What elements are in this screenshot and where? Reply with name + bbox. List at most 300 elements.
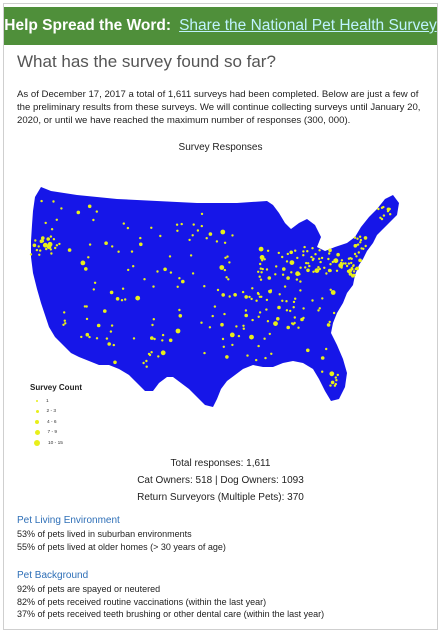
background-list xyxy=(17,583,324,621)
response-dot xyxy=(176,230,178,232)
response-dot xyxy=(117,251,119,253)
response-dot xyxy=(176,329,181,334)
response-dot xyxy=(318,258,320,260)
response-dot xyxy=(224,269,226,271)
response-dot xyxy=(267,250,269,252)
response-dot xyxy=(111,324,113,326)
response-dot xyxy=(353,270,355,272)
response-dot xyxy=(265,308,267,310)
response-dot xyxy=(150,227,152,229)
response-dot xyxy=(217,289,219,291)
response-dot xyxy=(238,335,240,337)
response-dot xyxy=(200,322,202,324)
response-dot xyxy=(209,232,213,236)
response-dot xyxy=(231,344,233,346)
response-dot xyxy=(328,252,330,254)
response-dot xyxy=(231,234,233,236)
response-dot xyxy=(122,288,124,290)
response-dot xyxy=(250,298,252,300)
response-dot xyxy=(359,236,361,238)
response-dot xyxy=(132,265,134,267)
intro-paragraph: As of December 17, 2017 a total of 1,611 surveys had been completed. Below are just a few of the preliminary results from these surveys. We will continue collecting surveys until January 20, 2020, or until we have reached the maximum number of responses (300, 000). xyxy=(17,89,421,126)
response-dot xyxy=(64,320,66,322)
response-dot xyxy=(325,272,327,274)
response-dot xyxy=(224,242,226,244)
response-dot xyxy=(328,249,332,253)
response-dot xyxy=(150,336,154,340)
response-dot xyxy=(270,353,272,355)
response-dot xyxy=(233,293,237,297)
response-dot xyxy=(179,314,183,318)
response-dot xyxy=(103,309,107,313)
response-dot xyxy=(159,235,161,237)
response-dot xyxy=(358,260,360,262)
response-dot xyxy=(151,324,153,326)
response-dot xyxy=(262,268,264,270)
stat-returning: Return Surveyors (Multiple Pets): 370 xyxy=(137,492,304,503)
response-dot xyxy=(335,379,337,381)
response-dot xyxy=(219,265,224,270)
response-dot xyxy=(131,250,133,252)
response-dot xyxy=(163,268,167,272)
response-dot xyxy=(81,261,86,266)
response-dot xyxy=(93,288,95,290)
response-dot xyxy=(54,247,56,249)
response-dot xyxy=(50,235,52,237)
response-dot xyxy=(296,278,298,280)
response-dot xyxy=(209,326,211,328)
response-dot xyxy=(242,291,244,293)
response-dot xyxy=(282,267,286,271)
response-dot xyxy=(276,317,280,321)
response-dot xyxy=(220,323,224,327)
response-dot xyxy=(127,269,129,271)
response-dot xyxy=(149,354,151,356)
response-dot xyxy=(113,344,115,346)
response-dot xyxy=(89,243,91,245)
legend-title: Survey Count xyxy=(30,383,83,392)
response-dot xyxy=(263,338,265,340)
stat-owners: Cat Owners: 518 | Dog Owners: 1093 xyxy=(137,475,304,486)
response-dot xyxy=(312,258,314,260)
response-dot xyxy=(216,240,218,242)
response-dot xyxy=(312,271,314,273)
response-dot xyxy=(340,262,342,264)
response-dot xyxy=(212,315,214,317)
response-dot xyxy=(336,253,340,257)
response-dot xyxy=(53,238,55,240)
response-dot xyxy=(356,238,358,240)
response-dot xyxy=(221,293,225,297)
response-dot xyxy=(315,268,320,273)
response-dot xyxy=(269,333,271,335)
response-dot xyxy=(56,219,58,221)
response-dot xyxy=(245,309,247,311)
response-dot xyxy=(33,244,37,248)
response-dot xyxy=(225,355,229,359)
response-dot xyxy=(355,255,357,257)
response-dot xyxy=(58,243,60,245)
response-dot xyxy=(203,285,205,287)
response-dot xyxy=(286,309,288,311)
share-survey-link[interactable]: Share the National Pet Health Survey xyxy=(179,17,437,34)
response-dot xyxy=(228,261,230,263)
response-dot xyxy=(203,352,205,354)
response-dot xyxy=(169,255,171,257)
list-item: 53% of pets lived in suburban environments xyxy=(17,529,192,539)
response-dot xyxy=(317,309,319,311)
response-dot xyxy=(116,297,120,301)
response-dot xyxy=(230,333,235,338)
response-dot xyxy=(353,274,355,276)
response-dot xyxy=(259,296,261,298)
response-dot xyxy=(178,309,180,311)
response-dot xyxy=(317,266,319,268)
us-response-map xyxy=(17,165,423,455)
response-dot xyxy=(286,276,290,280)
response-dot xyxy=(226,255,228,257)
response-dot xyxy=(87,256,89,258)
response-dot xyxy=(360,247,362,249)
response-dot xyxy=(242,325,244,327)
response-dot xyxy=(329,384,331,386)
response-dot xyxy=(306,349,310,353)
response-dot xyxy=(298,273,300,275)
legend-item: 2 - 3 xyxy=(30,407,120,418)
response-dot xyxy=(176,224,178,226)
response-dot xyxy=(389,213,391,215)
response-dot xyxy=(290,260,295,265)
response-dot xyxy=(143,278,145,280)
response-dot xyxy=(244,314,248,318)
response-dot xyxy=(377,208,379,210)
response-dot xyxy=(284,285,286,287)
response-dot xyxy=(223,313,225,315)
response-dot xyxy=(261,259,263,261)
response-dot xyxy=(38,254,40,256)
response-dot xyxy=(214,305,216,307)
response-dot xyxy=(305,262,307,264)
response-dot xyxy=(139,237,141,239)
response-dot xyxy=(104,241,108,245)
response-dot xyxy=(314,253,316,255)
response-dot xyxy=(60,207,62,209)
response-dot xyxy=(156,270,158,272)
response-dot xyxy=(201,225,203,227)
response-dot xyxy=(123,222,125,224)
response-dot xyxy=(290,271,292,273)
response-dot xyxy=(306,250,308,252)
response-dot xyxy=(62,324,64,326)
response-dot xyxy=(302,250,304,252)
response-dot xyxy=(278,252,280,254)
response-dot xyxy=(381,218,383,220)
response-dot xyxy=(42,240,44,242)
response-dot xyxy=(344,262,346,264)
response-dot xyxy=(225,276,227,278)
response-dot xyxy=(51,228,53,230)
response-dot xyxy=(96,337,98,339)
response-dot xyxy=(281,256,283,258)
response-dot xyxy=(266,268,268,270)
response-dot xyxy=(80,336,82,338)
response-dot xyxy=(50,252,52,254)
response-dot xyxy=(86,305,88,307)
response-dot xyxy=(293,301,295,303)
page-heading: What has the survey found so far? xyxy=(17,52,276,71)
response-dot xyxy=(257,345,259,347)
response-dot xyxy=(249,335,254,340)
response-dot xyxy=(335,376,337,378)
response-dot xyxy=(178,277,180,279)
response-dot xyxy=(259,247,264,252)
response-dot xyxy=(246,354,248,356)
response-dot xyxy=(319,307,321,309)
response-dot xyxy=(193,223,195,225)
response-dot xyxy=(38,245,40,247)
response-dot xyxy=(56,244,58,246)
response-dot xyxy=(303,246,305,248)
response-dot xyxy=(355,244,357,246)
response-dot xyxy=(354,237,356,239)
response-dot xyxy=(351,258,353,260)
response-dot xyxy=(40,200,42,202)
response-dot xyxy=(153,318,155,320)
response-dot xyxy=(92,219,94,221)
response-dot xyxy=(293,322,295,324)
response-dot xyxy=(321,371,323,373)
response-dot xyxy=(201,213,203,215)
response-dot xyxy=(318,249,320,251)
response-dot xyxy=(229,295,231,297)
response-stats xyxy=(0,455,441,506)
response-dot xyxy=(162,334,164,336)
response-dot xyxy=(260,279,262,281)
response-dot xyxy=(77,211,81,215)
map-title: Survey Responses xyxy=(178,142,263,153)
response-dot xyxy=(359,241,361,243)
response-dot xyxy=(86,333,90,337)
response-dot xyxy=(43,243,48,248)
response-dot xyxy=(323,267,325,269)
response-dot xyxy=(310,256,312,258)
response-dot xyxy=(365,245,367,247)
response-dot xyxy=(235,325,237,327)
response-dot xyxy=(197,229,199,231)
list-item: 37% of pets received teeth brushing or other dental care (within the last year) xyxy=(17,609,325,619)
response-dot xyxy=(331,381,335,385)
response-dot xyxy=(299,289,301,291)
background-section-title: Pet Background xyxy=(17,570,89,581)
response-dot xyxy=(192,272,194,274)
banner-prefix: Help Spread the Word: xyxy=(4,17,172,34)
response-dot xyxy=(333,259,335,261)
response-dot xyxy=(294,250,296,252)
response-dot xyxy=(86,318,88,320)
response-dot xyxy=(355,267,359,271)
response-dot xyxy=(350,262,352,264)
response-dot xyxy=(321,257,323,259)
response-dot xyxy=(331,290,336,295)
response-dot xyxy=(282,274,284,276)
response-dot xyxy=(275,265,277,267)
share-banner xyxy=(4,7,437,45)
response-dot xyxy=(153,338,155,340)
response-dot xyxy=(110,330,112,332)
response-dot xyxy=(68,248,72,252)
response-dot xyxy=(302,254,304,256)
response-dot xyxy=(145,360,147,362)
response-dot xyxy=(330,289,332,291)
response-dot xyxy=(335,383,337,385)
response-dot xyxy=(107,342,111,346)
response-dot xyxy=(97,324,101,328)
response-dot xyxy=(360,239,362,241)
response-dot xyxy=(321,297,323,299)
response-dot xyxy=(30,253,32,255)
response-dot xyxy=(161,339,163,341)
response-dot xyxy=(264,357,266,359)
response-dot xyxy=(321,356,325,360)
response-dot xyxy=(206,237,208,239)
response-dot xyxy=(328,269,332,273)
response-dot xyxy=(274,273,276,275)
response-dot xyxy=(84,267,88,271)
response-dot xyxy=(39,249,41,251)
response-dot xyxy=(227,278,229,280)
response-dot xyxy=(181,280,185,284)
response-dot xyxy=(351,267,353,269)
response-dot xyxy=(220,230,225,235)
stat-total: Total responses: 1,611 xyxy=(170,458,271,469)
response-dot xyxy=(88,205,92,209)
response-dot xyxy=(133,337,135,339)
response-dot xyxy=(45,222,47,224)
response-dot xyxy=(364,236,368,240)
response-dot xyxy=(139,243,143,247)
response-dot xyxy=(299,280,301,282)
response-dot xyxy=(248,296,250,298)
response-dot xyxy=(273,321,278,326)
response-dot xyxy=(281,300,283,302)
response-dot xyxy=(251,287,253,289)
response-dot xyxy=(146,366,148,368)
response-dot xyxy=(259,311,261,313)
response-dot xyxy=(152,285,154,287)
response-dot xyxy=(341,259,343,261)
response-dot xyxy=(96,210,98,212)
response-dot xyxy=(88,336,90,338)
response-dot xyxy=(94,282,96,284)
response-dot xyxy=(352,264,354,266)
response-dot xyxy=(36,249,38,251)
living-list xyxy=(17,528,226,553)
response-dot xyxy=(63,311,65,313)
response-dot xyxy=(34,239,36,241)
response-dot xyxy=(329,371,334,376)
response-dot xyxy=(329,263,331,265)
response-dot xyxy=(387,208,391,212)
response-dot xyxy=(289,310,291,312)
response-dot xyxy=(255,300,257,302)
map-legend xyxy=(30,383,120,449)
response-dot xyxy=(243,328,245,330)
response-dot xyxy=(181,223,183,225)
response-dot xyxy=(268,276,272,280)
legend-item: 10 - 15 xyxy=(30,438,120,449)
response-dot xyxy=(297,327,299,329)
response-dot xyxy=(257,293,259,295)
response-dot xyxy=(302,307,304,309)
response-dot xyxy=(306,269,310,273)
response-dot xyxy=(150,351,152,353)
response-dot xyxy=(286,260,288,262)
legend-item: 1 xyxy=(30,396,120,407)
response-dot xyxy=(286,326,290,330)
response-dot xyxy=(223,346,225,348)
response-dot xyxy=(170,271,172,273)
response-dot xyxy=(294,298,296,300)
list-item: 55% of pets lived at older homes (> 30 years of age) xyxy=(17,541,226,552)
response-dot xyxy=(260,271,262,273)
response-dot xyxy=(333,312,335,314)
response-dot xyxy=(308,265,310,267)
response-dot xyxy=(264,258,266,260)
response-dot xyxy=(354,253,356,255)
response-dot xyxy=(327,258,329,260)
response-dot xyxy=(169,339,173,343)
response-dot xyxy=(279,293,281,295)
response-dot xyxy=(287,253,289,255)
response-dot xyxy=(52,200,54,202)
response-dot xyxy=(300,318,304,322)
response-dot xyxy=(45,248,47,250)
response-dot xyxy=(110,291,114,295)
response-dot xyxy=(311,247,313,249)
response-dot xyxy=(255,359,257,361)
response-dot xyxy=(348,262,350,264)
response-dot xyxy=(349,269,351,271)
response-dot xyxy=(267,320,269,322)
response-dot xyxy=(161,350,166,355)
response-dot xyxy=(319,261,321,263)
response-dot xyxy=(259,263,261,265)
response-dot xyxy=(259,276,261,278)
response-dot xyxy=(142,362,144,364)
response-dot xyxy=(177,286,179,288)
response-dot xyxy=(277,306,281,310)
response-dot xyxy=(289,251,293,255)
response-dot xyxy=(325,348,327,350)
response-dot xyxy=(327,323,331,327)
response-dot xyxy=(188,239,190,241)
response-dot xyxy=(121,299,123,301)
list-item: 92% of pets are spayed or neutered xyxy=(17,584,161,594)
response-dot xyxy=(157,355,159,357)
response-dot xyxy=(358,251,360,253)
response-dot xyxy=(135,296,140,301)
response-dot xyxy=(349,272,353,276)
living-section-title: Pet Living Environment xyxy=(17,515,120,526)
response-dot xyxy=(266,299,268,301)
response-dot xyxy=(294,316,296,318)
response-dot xyxy=(251,319,253,321)
response-dot xyxy=(124,298,126,300)
response-dot xyxy=(46,237,50,241)
response-dot xyxy=(299,267,301,269)
response-dot xyxy=(106,337,108,339)
response-dot xyxy=(296,257,298,259)
